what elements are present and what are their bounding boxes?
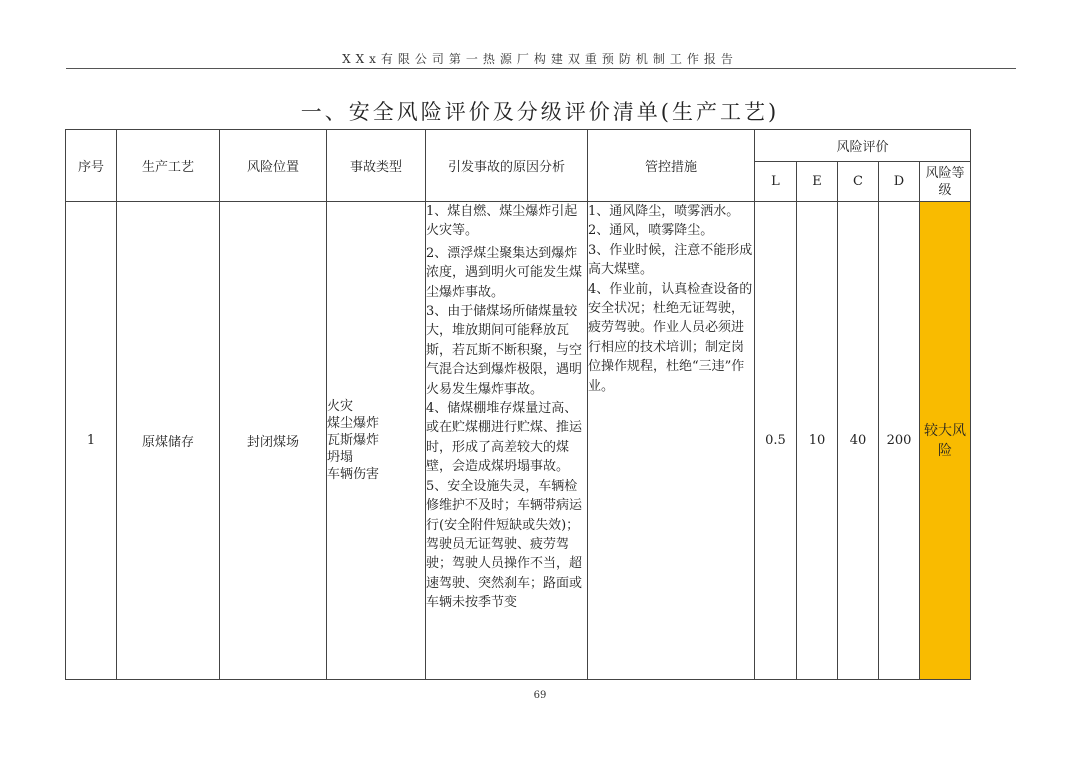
row-c-value: 40 <box>838 202 879 680</box>
accident-type-item: 煤尘爆炸 <box>327 416 380 431</box>
measure-item: 3、作业时候，注意不能形成高大煤壁。 <box>588 242 753 278</box>
cause-item: 2、漂浮煤尘聚集达到爆炸浓度，遇到明火可能发生煤尘爆炸事故。 <box>426 245 583 300</box>
header-control-measures: 管控措施 <box>588 130 755 202</box>
row-d-value: 200 <box>879 202 920 680</box>
header-cause-analysis: 引发事故的原因分析 <box>426 130 588 202</box>
page-title: 一、安全风险评价及分级评价清单(生产工艺) <box>300 100 780 124</box>
header-process: 生产工艺 <box>117 130 220 202</box>
row-risk-level: 较大风险 <box>920 202 971 680</box>
row-process: 原煤储存 <box>117 202 220 680</box>
header-divider <box>66 68 1016 69</box>
row-location: 封闭煤场 <box>220 202 327 680</box>
accident-type-item: 瓦斯爆炸 <box>327 433 380 448</box>
row-accident-types <box>327 202 426 680</box>
header-e: E <box>797 162 838 202</box>
accident-type-item: 坍塌 <box>327 450 354 465</box>
accident-type-item: 火灾 <box>327 399 354 414</box>
running-header: XXx有限公司第一热源厂构建双重预防机制工作报告 <box>342 52 738 66</box>
row-cause-analysis <box>426 202 588 680</box>
header-risk-level: 风险等级 <box>920 162 971 202</box>
cause-item: 1、煤自燃、煤尘爆炸引起火灾等。 <box>426 204 578 239</box>
header-accident-type: 事故类型 <box>327 130 426 202</box>
header-location: 风险位置 <box>220 130 327 202</box>
header-c: C <box>838 162 879 202</box>
header-l: L <box>755 162 797 202</box>
row-seq: 1 <box>66 202 117 680</box>
row-e-value: 10 <box>797 202 838 680</box>
accident-type-item: 车辆伤害 <box>327 467 380 482</box>
page-number: 69 <box>533 690 547 701</box>
header-d: D <box>879 162 920 202</box>
cause-item: 5、安全设施失灵，车辆检修维护不及时；车辆带病运行(安全附件短缺或失效)；驾驶员无证驾驶、疲劳驾驶；驾驶人员操作不当，超速驾驶、突然刹车；路面或车辆未按季节变 <box>426 478 583 611</box>
measure-item: 4、作业前，认真检查设备的安全状况；杜绝无证驾驶，疲劳驾驶。作业人员必须进行相应的技术培训；制定岗位操作规程，杜绝“三违”作业。 <box>588 281 753 394</box>
cause-item: 4、储煤棚堆存煤量过高、或在贮煤棚进行贮煤、推运时，形成了高差较大的煤壁，会造成煤坍塌事故。 <box>426 401 583 475</box>
cause-item: 3、由于储煤场所储煤量较大，堆放期间可能释放瓦斯，若瓦斯不断积聚，与空气混合达到爆炸极限，遇明火易发生爆炸事故。 <box>426 304 583 397</box>
table-row <box>66 202 971 680</box>
header-risk-evaluation: 风险评价 <box>755 130 971 162</box>
header-seq: 序号 <box>66 130 117 202</box>
risk-assessment-table <box>65 129 971 680</box>
row-l-value: 0.5 <box>755 202 797 680</box>
measure-item: 1、通风降尘，喷雾洒水。 <box>588 204 740 219</box>
measure-item: 2、通风，喷雾降尘。 <box>588 223 714 239</box>
row-control-measures <box>588 202 755 680</box>
